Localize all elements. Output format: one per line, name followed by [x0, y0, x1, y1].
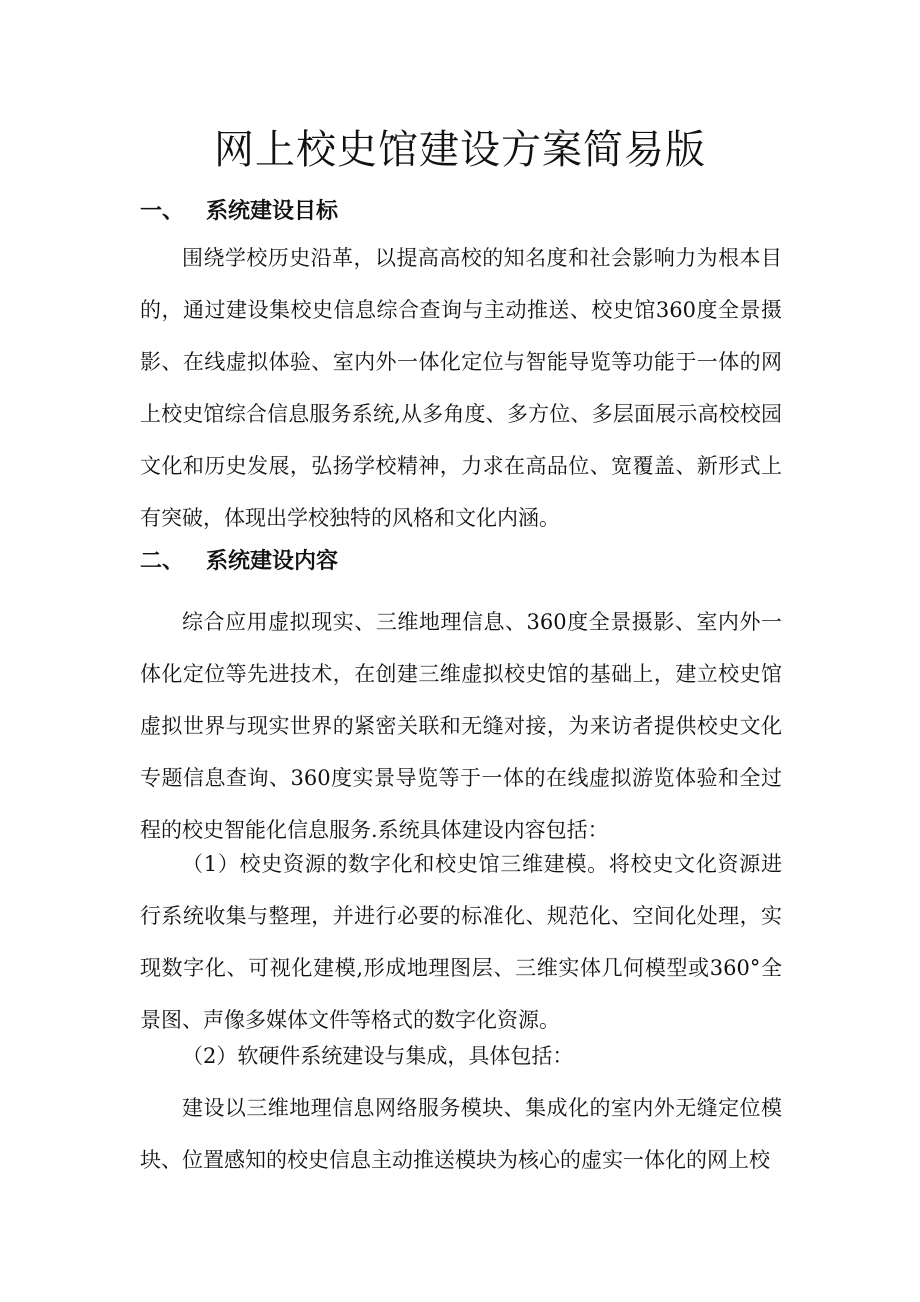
section-number: 一、 [140, 198, 185, 224]
content-intro-paragraph: 综合应用虚拟现实、三维地理信息、360度全景摄影、室内外一体化定位等先进技术，在创建三维虚拟校史馆的基础上，建立校史馆虚拟世界与现实世界的紧密关联和无缝对接，为来访者提供校史文化专题信息查询、360度实景导览等于一体的在线虚拟游览体验和全过程的校史智能化信息服务.系统具体建设内容包括： [140, 610, 782, 842]
content-item-2-paragraph: （2）软硬件系统建设与集成，具体包括： [182, 1044, 574, 1068]
content-item-1-paragraph: （1）校史资源的数字化和校史馆三维建模。将校史文化资源进行系统收集与整理，并进行必要的标准化、规范化、空间化处理，实现数字化、可视化建模,形成地理图层、三维实体几何模型或360°全景图、声像多媒体文件等格式的数字化资源。 [140, 852, 782, 1032]
section-heading-content [140, 544, 338, 578]
document-title: 网上校史馆建设方案简易版 [214, 127, 706, 173]
content-detail-paragraph: 建设以三维地理信息网络服务模块、集成化的室内外无缝定位模块、位置感知的校史信息主动推送模块为核心的虚实一体化的网上校 [140, 1096, 782, 1172]
goals-paragraph: 围绕学校历史沿革，以提高高校的知名度和社会影响力为根本目的，通过建设集校史信息综合查询与主动推送、校史馆360度全景摄影、在线虚拟体验、室内外一体化定位与智能导览等功能于一体的网上校史馆综合信息服务系统,从多角度、多方位、多层面展示高校校园文化和历史发展，弘扬学校精神，力求在高品位、宽覆盖、新形式上有突破，体现出学校独特的风格和文化内涵。 [140, 246, 782, 530]
section-number: 二、 [140, 548, 185, 574]
section-title: 系统建设目标 [206, 198, 339, 224]
section-title: 系统建设内容 [206, 548, 339, 574]
section-heading-goals [140, 194, 338, 228]
